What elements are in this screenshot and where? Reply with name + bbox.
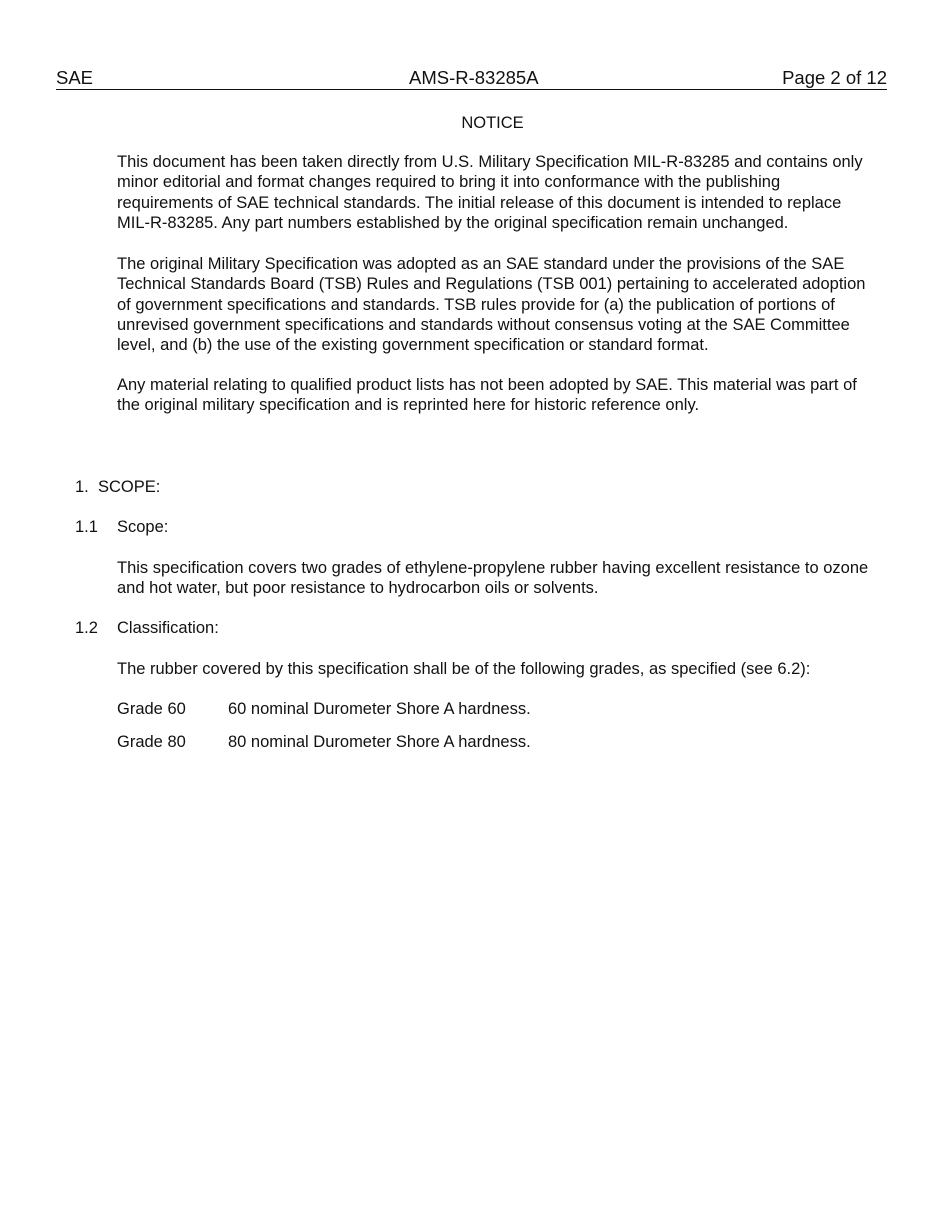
section-1-1-number: 1.1 — [75, 518, 98, 536]
notice-paragraph-2: The original Military Specification was adopted as an SAE standard under the provisions of the SAE Technical Standards Board (TSB) Rules and Regulations (TSB 001) pertaining to accelerated adoption of government specifications and standards. TSB rules provide for (a) the publication of portions of unrevised government specifications and standards without consensus voting at the SAE Committee level, and (b) the use of the existing government specification or standard format. — [117, 255, 866, 355]
header-page-number: Page 2 of 12 — [782, 67, 887, 88]
header-document-number: AMS-R-83285A — [409, 67, 539, 88]
section-1-title: SCOPE: — [97, 478, 161, 496]
grade-name: Grade 80 — [117, 733, 186, 751]
section-1-number: 1. — [75, 478, 89, 496]
grade-description: 80 nominal Durometer Shore A hardness. — [228, 733, 531, 751]
classification-paragraph: The rubber covered by this specification shall be of the following grades, as specified (see 6.2): — [117, 660, 811, 678]
section-1-1-heading — [75, 517, 168, 537]
section-1-2-title: Classification: — [117, 619, 219, 637]
grade-name: Grade 60 — [117, 700, 186, 718]
grade-description: 60 nominal Durometer Shore A hardness. — [228, 700, 531, 718]
page-header — [56, 67, 887, 90]
notice-heading: NOTICE — [461, 114, 524, 132]
header-organization: SAE — [56, 67, 94, 88]
section-1-1-title: Scope: — [117, 518, 169, 536]
section-1-2-heading — [75, 618, 219, 638]
grade-row — [117, 699, 531, 719]
grade-row — [117, 732, 531, 752]
section-1-heading — [75, 477, 160, 497]
scope-paragraph: This specification covers two grades of ethylene-propylene rubber having excellent resistance to ozone and hot water, but poor resistance to hydrocarbon oils or solvents. — [117, 559, 869, 598]
notice-paragraph-3: Any material relating to qualified product lists has not been adopted by SAE. This material was part of the original military specification and is reprinted here for historic reference only. — [117, 376, 857, 415]
notice-paragraph-1: This document has been taken directly from U.S. Military Specification MIL-R-83285 and contains only minor editorial and format changes required to bring it into conformance with the publishing requirements of SAE technical standards. The initial release of this document is intended to replace MIL-R-83285. Any part numbers established by the original specification remain unchanged. — [117, 153, 863, 232]
section-1-2-number: 1.2 — [75, 619, 98, 637]
